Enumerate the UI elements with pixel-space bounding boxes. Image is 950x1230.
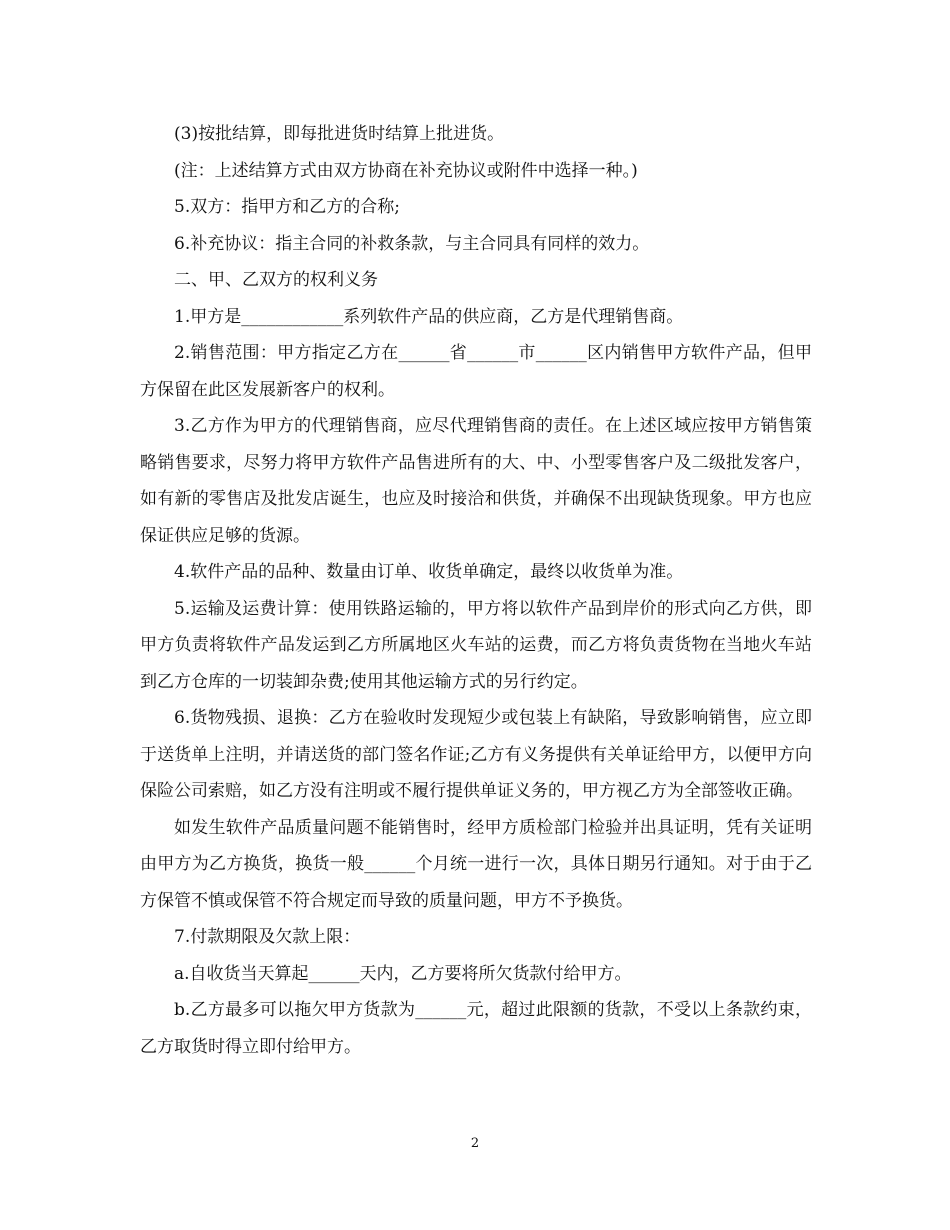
- paragraph-settlement-item-3: (3)按批结算，即每批进货时结算上批进货。: [174, 124, 505, 144]
- paragraph-clause-1-supplier: 1.甲方是____________系列软件产品的供应商，乙方是代理销售商。: [174, 306, 684, 327]
- paragraph-clause-7-payment-terms: 7.付款期限及欠款上限：: [174, 927, 361, 947]
- paragraph-clause-2-sales-scope: 2.销售范围：甲方指定乙方在______省______市______区内销售甲方软件产品，但甲方保留在此区发展新客户的权利。: [140, 343, 812, 400]
- paragraph-clause-7b-credit-limit: b.乙方最多可以拖欠甲方货款为______元，超过此限额的货款，不受以上条款约束，乙方取货时得立即付给甲方。: [140, 1000, 812, 1057]
- paragraph-clause-6-damage-returns: 6.货物残损、退换：乙方在验收时发现短少或包装上有缺陷，导致影响销售，应立即于送货单上注明，并请送货的部门签名作证;乙方有义务提供有关单证给甲方，以便甲方向保险公司索赔，如乙方没有注明或不履行提供单证义务的，甲方视乙方为全部签收正确。: [140, 708, 812, 801]
- paragraph-clause-7a-payment-days: a.自收货当天算起______天内，乙方要将所欠货款付给甲方。: [174, 963, 632, 984]
- paragraph-clause-3-agent-duties: 3.乙方作为甲方的代理销售商，应尽代理销售商的责任。在上述区域应按甲方销售策略销售要求，尽努力将甲方软件产品售进所有的大、中、小型零售客户及二级批发客户，如有新的零售店及批发店诞生，也应及时接洽和供货，并确保不出现缺货现象。甲方也应保证供应足够的货源。: [140, 416, 812, 546]
- paragraph-definition-both-parties: 5.双方：指甲方和乙方的合称;: [174, 197, 400, 217]
- paragraph-settlement-note: (注：上述结算方式由双方协商在补充协议或附件中选择一种。): [174, 160, 638, 181]
- document-body: [140, 116, 812, 1065]
- page-number: 2: [470, 1136, 480, 1151]
- paragraph-clause-5-transport: 5.运输及运费计算：使用铁路运输的，甲方将以软件产品到岸价的形式向乙方供，即甲方负责将软件产品发运到乙方所属地区火车站的运费，而乙方将负责货物在当地火车站到乙方仓库的一切装卸杂费;使用其他运输方式的另行约定。: [140, 598, 812, 692]
- paragraph-definition-supplementary-agreement: 6.补充协议：指主合同的补救条款，与主合同具有同样的效力。: [174, 233, 650, 254]
- paragraph-clause-4-product-quantity: 4.软件产品的品种、数量由订单、收货单确定，最终以收货单为准。: [174, 562, 684, 582]
- section-heading-rights-obligations: 二、甲、乙双方的权利义务: [174, 270, 378, 290]
- paragraph-quality-exchange: 如发生软件产品质量问题不能销售时，经甲方质检部门检验并出具证明，凭有关证明由甲方为乙方换货，换货一般______个月统一进行一次，具体日期另行通知。对于由于乙方保管不慎或保管不符合规定而导致的质量问题，甲方不予换货。: [140, 817, 812, 911]
